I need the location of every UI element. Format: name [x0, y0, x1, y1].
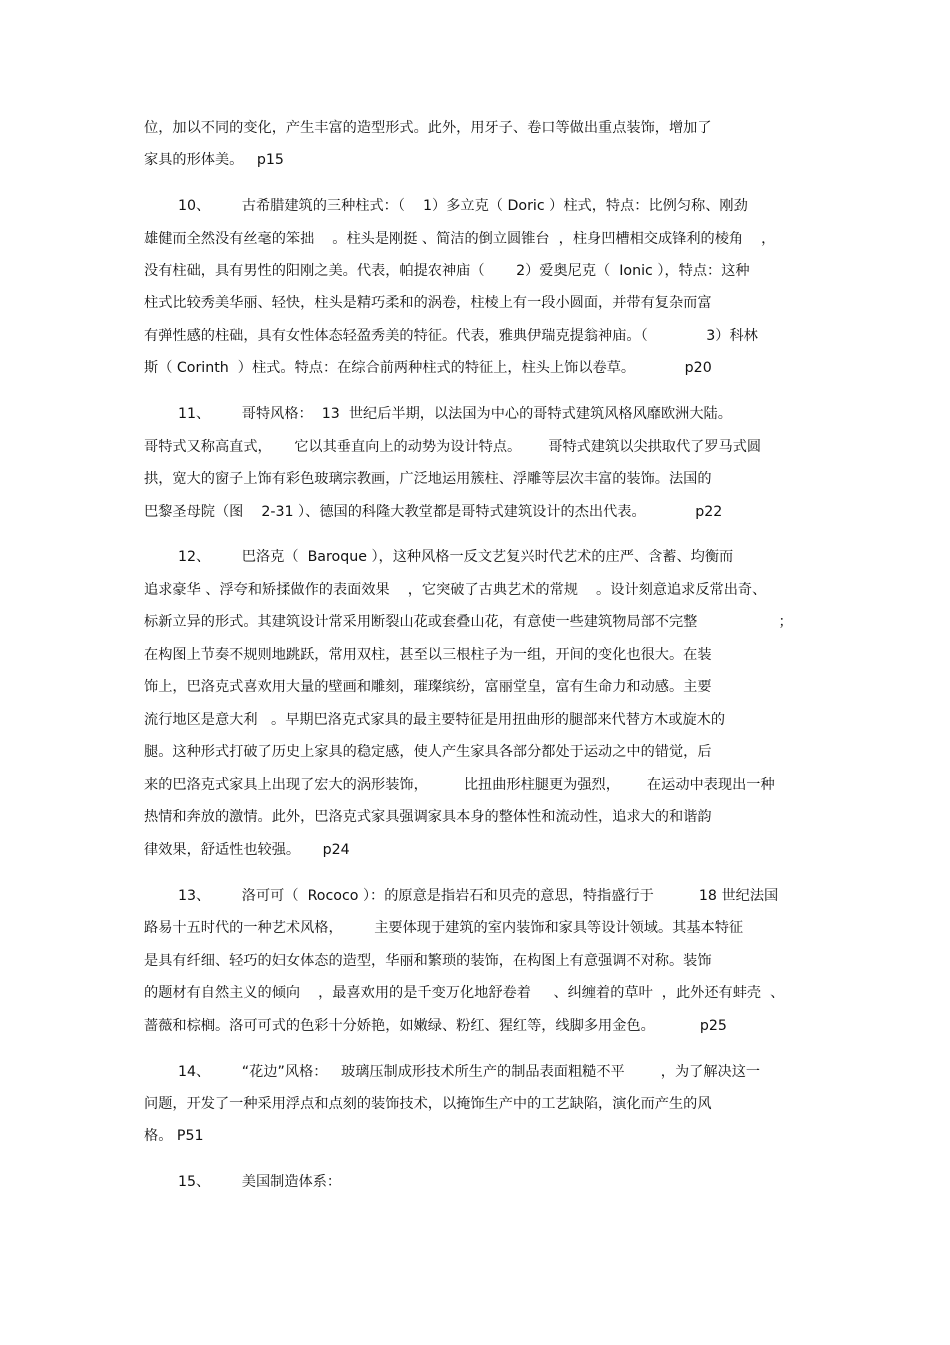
- text-line: 巴黎圣母院（图 2-31 ）、德国的科隆大教堂都是哥特式建筑设计的杰出代表。 p22: [144, 504, 723, 520]
- text-line: 来的巴洛克式家具上出现了宏大的涡形装饰， 比扭曲形柱腿更为强烈， 在运动中表现出一种: [144, 777, 775, 793]
- text-line: 雄健而全然没有丝毫的笨拙 。柱头是刚挺 、简洁的倒立圆锥台 ，柱身凹槽相交成锋利的棱角 ，: [144, 231, 776, 247]
- text-line: 流行地区是意大利 。早期巴洛克式家具的最主要特征是用扭曲形的腿部来代替方木或旋木的: [144, 712, 726, 728]
- text-line: 路易十五时代的一种艺术风格， 主要体现于建筑的室内装饰和家具等设计领域。其基本特征: [144, 920, 744, 936]
- text-line: 斯（ Corinth ）柱式。特点：在综合前两种柱式的特征上，柱头上饰以卷草。 p20: [144, 360, 712, 376]
- text-line: 15、 美国制造体系：: [178, 1174, 342, 1190]
- text-line: 腿。这种形式打破了历史上家具的稳定感，使人产生家具各部分都处于运动之中的错觉，后: [144, 744, 712, 760]
- text-line: 哥特式又称高直式， 它以其垂直向上的动势为设计特点。 哥特式建筑以尖拱取代了罗马式圆: [144, 439, 762, 455]
- text-line: 柱式比较秀美华丽、轻快，柱头是精巧柔和的涡卷，柱棱上有一段小圆面，并带有复杂而富: [144, 295, 712, 311]
- text-line: 追求豪华 、浮夸和矫揉做作的表面效果 ，它突破了古典艺术的常规 。设计刻意追求反常出奇、: [144, 582, 767, 598]
- text-line: 家具的形体美。 p15: [144, 152, 284, 168]
- text-line: 10、 古希腊建筑的三种柱式：（ 1）多立克（ Doric ）柱式，特点：比例匀称、刚劲: [178, 198, 748, 214]
- text-line: 拱，宽大的窗子上饰有彩色玻璃宗教画，广泛地运用簇柱、浮雕等层次丰富的装饰。法国的: [144, 471, 712, 487]
- text-line: 在构图上节奏不规则地跳跃，常用双柱，甚至以三根柱子为一组，开间的变化也很大。在装: [144, 647, 712, 663]
- text-line: 格。 P51: [144, 1128, 204, 1144]
- text-line: 的题材有自然主义的倾向 ，最喜欢用的是千变万化地舒卷着 、纠缠着的草叶 ，此外还有蚌壳 、: [144, 985, 785, 1001]
- text-line: 标新立异的形式。其建筑设计常采用断裂山花或套叠山花，有意使一些建筑物局部不完整 ；: [144, 614, 793, 630]
- text-line: 14、 “花边”风格： 玻璃压制成形技术所生产的制品表面粗糙不平 ，为了解决这一: [178, 1064, 761, 1080]
- text-line: 没有柱础，具有男性的阳刚之美。代表，帕提农神庙（ 2）爱奥尼克（ Ionic ），特点：这种: [144, 263, 750, 279]
- text-line: 问题，开发了一种采用浮点和点刻的装饰技术，以掩饰生产中的工艺缺陷，演化而产生的风: [144, 1096, 712, 1112]
- text-line: 11、 哥特风格： 13 世纪后半期，以法国为中心的哥特式建筑风格风靡欧洲大陆。: [178, 406, 732, 422]
- text-line: 有弹性感的柱础，具有女性体态轻盈秀美的特征。代表，雅典伊瑞克提翁神庙。（ 3）科林: [144, 328, 758, 344]
- text-line: 位，加以不同的变化，产生丰富的造型形式。此外，用牙子、卷口等做出重点装饰，增加了: [144, 120, 712, 136]
- text-line: 饰上，巴洛克式喜欢用大量的壁画和雕刻，璀璨缤纷，富丽堂皇，富有生命力和动感。主要: [144, 679, 712, 695]
- text-line: 12、 巴洛克（ Baroque ），这种风格一反文艺复兴时代艺术的庄严、含蓄、均衡而: [178, 549, 734, 565]
- text-line: 蔷薇和棕榈。洛可可式的色彩十分娇艳，如嫩绿、粉红、猩红等，线脚多用金色。 p25: [144, 1018, 727, 1034]
- text-line: 13、 洛可可（ Rococo ）：的原意是指岩石和贝壳的意思，特指盛行于 18 世纪法国: [178, 888, 779, 904]
- text-line: 律效果，舒适性也较强。 p24: [144, 842, 350, 858]
- text-line: 是具有纤细、轻巧的妇女体态的造型，华丽和繁琐的装饰，在构图上有意强调不对称。装饰: [144, 953, 712, 969]
- text-line: 热情和奔放的激情。此外，巴洛克式家具强调家具本身的整体性和流动性，追求大的和谐韵: [144, 809, 712, 825]
